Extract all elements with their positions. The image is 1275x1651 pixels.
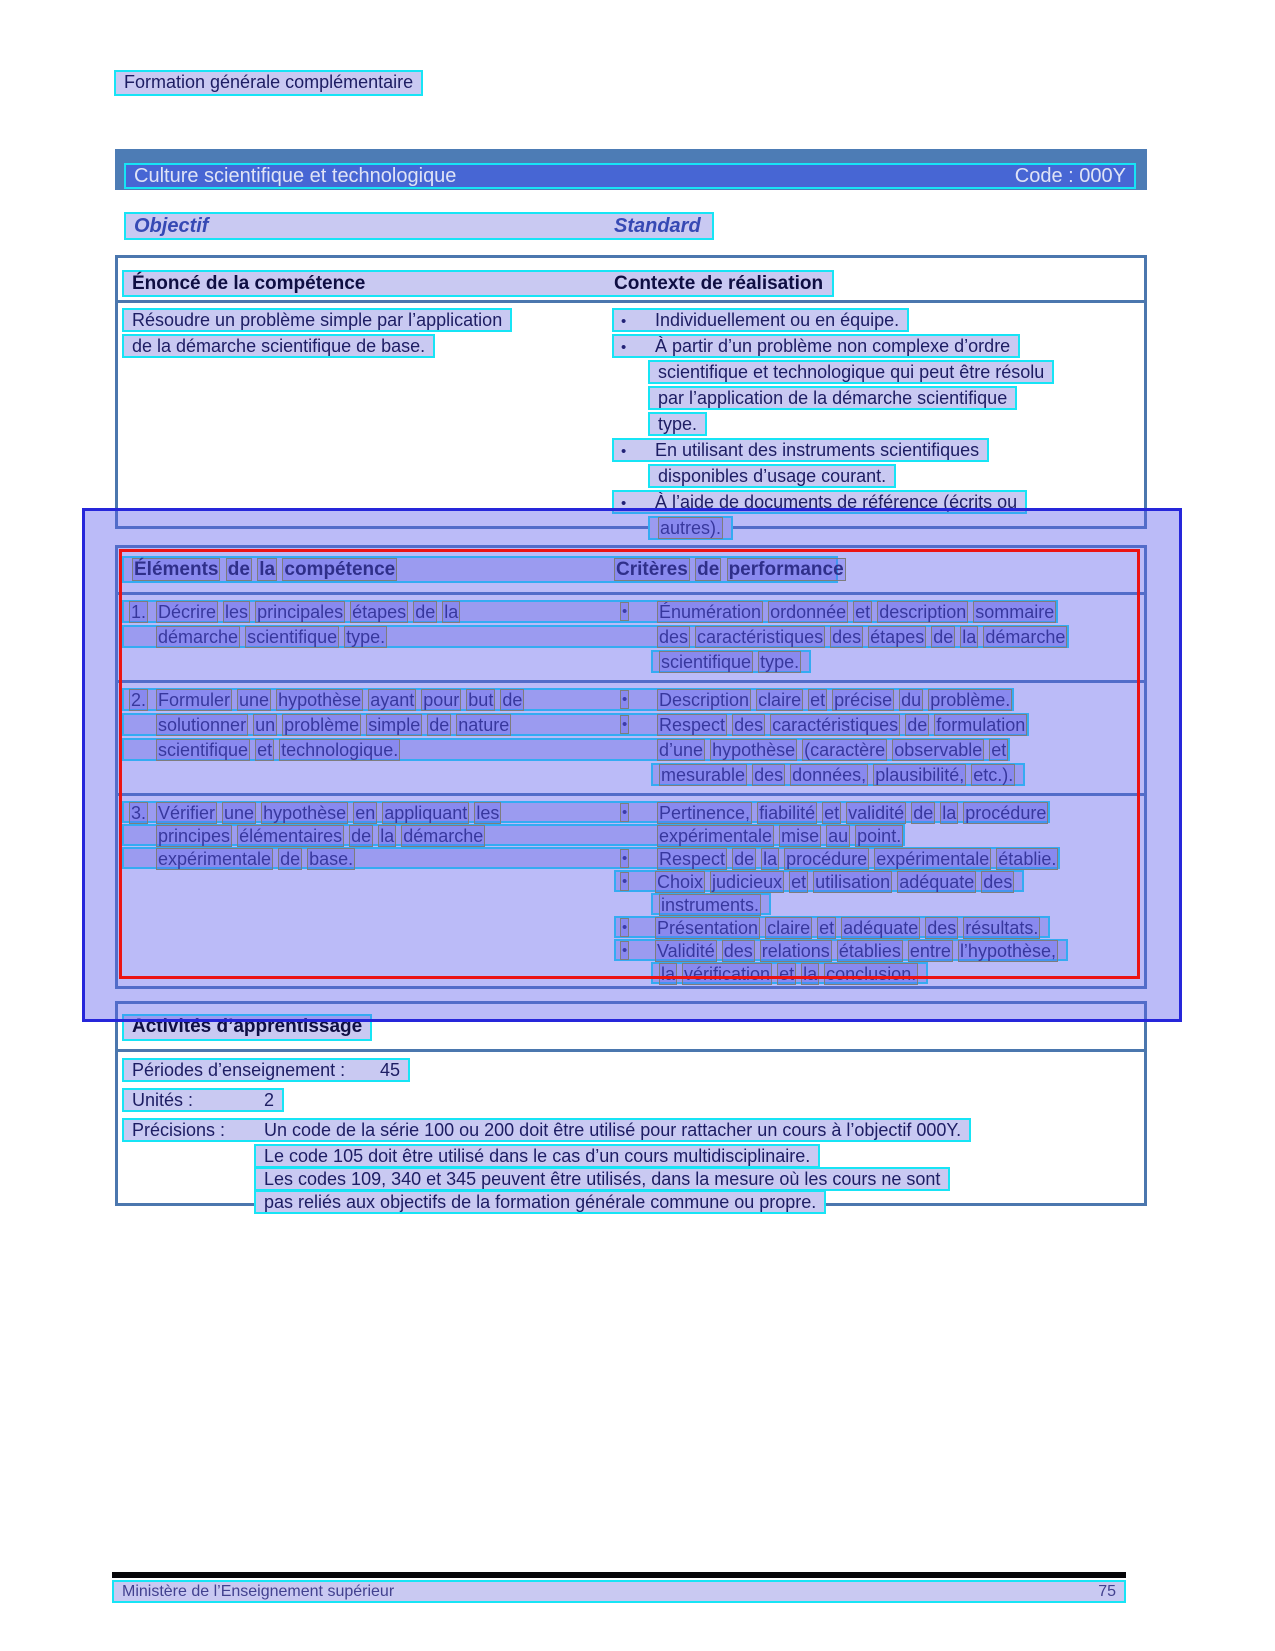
critere-text: Choix judicieux et utilisation adéquate des [657, 872, 1013, 892]
element-line [122, 738, 1010, 761]
enonce-header: Énoncé de la compétence [132, 273, 366, 294]
element-line [122, 600, 1058, 623]
row-value: 2 [264, 1090, 275, 1110]
enonce-line: Résoudre un problème simple par l’application [122, 308, 512, 332]
element-text: principes élémentaires de la démarche [158, 826, 484, 846]
bullet-icon: • [622, 942, 628, 959]
element-line [122, 847, 1060, 869]
footer [112, 1580, 1126, 1603]
header-divider [118, 300, 1144, 303]
critere-text: des caractéristiques des étapes de la démarche [659, 627, 1066, 647]
bullet-icon: • [621, 495, 627, 512]
row-value: Un code de la série 100 ou 200 doit être utilisé pour rattacher un cours à l’objectif 000Y. [264, 1120, 962, 1140]
bullet-icon: • [621, 443, 627, 460]
bullet-icon: • [621, 313, 627, 330]
item-number: 2. [131, 690, 147, 710]
title-bar [115, 149, 1147, 190]
standard-heading: Standard [614, 215, 701, 237]
critere-text: Énumération ordonnée et description sommaire [659, 602, 1055, 622]
activites-header: Activités d’apprentissage [122, 1014, 372, 1041]
activites-row [122, 1058, 410, 1082]
element-text: Formuler une hypothèse ayant pour but de [158, 690, 523, 710]
activites-row [122, 1118, 971, 1142]
header-divider [118, 1049, 1144, 1052]
course-code: Code : 000Y [1014, 164, 1126, 187]
contexte-line: type. [648, 412, 707, 436]
bullet-icon: • [622, 603, 628, 620]
critere-line [651, 650, 811, 673]
row-divider [118, 680, 1144, 683]
bullet-icon: • [622, 691, 628, 708]
course-title: Culture scientifique et technologique [134, 164, 457, 187]
critere-line [614, 939, 1068, 961]
objectif-heading: Objectif [134, 215, 209, 237]
element-text: Décrire les principales étapes de la [158, 602, 459, 622]
critere-text: Pertinence, fiabilité et validité de la procédure [659, 803, 1047, 823]
critere-text: expérimentale mise au point. [659, 826, 902, 846]
critere-text: la vérification et la conclusion. [661, 964, 917, 984]
critere-line [614, 916, 1050, 938]
contexte-header: Contexte de réalisation [614, 273, 824, 294]
critere-text: Respect des caractéristiques de formulation [659, 715, 1026, 735]
elements-table [115, 545, 1147, 989]
contexte-line: par l’application de la démarche scientifique [648, 386, 1017, 410]
criteres-header: Critères de performance [616, 559, 844, 580]
row-label: Unités : [132, 1090, 194, 1110]
row-label: Périodes d’enseignement : [132, 1060, 346, 1080]
element-text: Vérifier une hypothèse en appliquant les [158, 803, 500, 823]
bullet-icon: • [622, 850, 628, 867]
contexte-line: disponibles d’usage courant. [648, 464, 896, 488]
critere-line [614, 870, 1024, 892]
row-label: Précisions : [132, 1120, 226, 1140]
header-divider [118, 592, 1144, 595]
critere-text: Validité des relations établies entre l’hypothèse, [657, 941, 1057, 961]
bullet-icon: • [622, 804, 628, 821]
contexte-line [612, 438, 989, 462]
contexte-line [612, 308, 909, 332]
critere-text: instruments. [661, 895, 760, 915]
contexte-text: En utilisant des instruments scientifiques [655, 440, 980, 460]
critere-text: Respect de la procédure expérimentale établie. [659, 849, 1057, 869]
item-number: 3. [131, 803, 147, 823]
footer-ministry: Ministère de l’Enseignement supérieur [122, 1582, 395, 1600]
elements-table-header [122, 556, 844, 583]
contexte-line [612, 334, 1020, 358]
contexte-text: À partir d’un problème non complexe d’ordre [655, 336, 1011, 356]
contexte-text: À l’aide de documents de référence (écrits ou [655, 492, 1018, 512]
critere-text: d’une hypothèse (caractère observable et [659, 740, 1007, 760]
element-line [122, 688, 1014, 711]
element-text: scientifique et technologique. [158, 740, 399, 760]
element-text: expérimentale de base. [158, 849, 354, 869]
element-line [122, 625, 1069, 648]
critere-text: Présentation claire et adéquate des résultats. [657, 918, 1039, 938]
element-line [122, 801, 1050, 823]
enonce-line: de la démarche scientifique de base. [122, 334, 435, 358]
bullet-icon: • [621, 339, 627, 356]
running-header: Formation générale complémentaire [114, 70, 423, 96]
elements-header: Éléments de la compétence [134, 559, 396, 580]
critere-line [651, 763, 1025, 786]
bullet-icon: • [622, 919, 628, 936]
contexte-line [612, 490, 1027, 514]
precision-line: pas reliés aux objectifs de la formation générale commune ou propre. [254, 1190, 826, 1214]
critere-text: scientifique type. [661, 652, 800, 672]
enonce-table-header [122, 270, 834, 297]
contexte-line: autres). [648, 516, 733, 540]
critere-text: Description claire et précise du problème. [659, 690, 1011, 710]
precision-line: Les codes 109, 340 et 345 peuvent être utilisés, dans la mesure où les cours ne sont [254, 1167, 950, 1191]
page-number: 75 [1098, 1582, 1116, 1600]
contexte-text: Individuellement ou en équipe. [655, 310, 900, 330]
row-divider [118, 793, 1144, 796]
section-heading-band [124, 212, 714, 240]
element-line [122, 824, 905, 846]
element-line [122, 713, 1029, 736]
critere-line [651, 962, 928, 984]
critere-text: mesurable des données, plausibilité, etc.). [661, 765, 1014, 785]
precision-line: Le code 105 doit être utilisé dans le cas d’un cours multidisciplinaire. [254, 1144, 820, 1168]
item-number: 1. [131, 602, 147, 622]
enonce-table [115, 255, 1147, 538]
critere-line [651, 893, 771, 915]
title-bar-annotation-box [124, 163, 1136, 189]
activites-table [115, 1001, 1147, 1212]
footer-rule [112, 1572, 1126, 1578]
element-text: démarche scientifique type. [158, 627, 386, 647]
contexte-line: scientifique et technologique qui peut être résolu [648, 360, 1054, 384]
element-text: solutionner un problème simple de nature [158, 715, 510, 735]
bullet-icon: • [622, 873, 628, 890]
activites-row [122, 1088, 284, 1112]
bullet-icon: • [622, 716, 628, 733]
row-value: 45 [380, 1060, 401, 1080]
